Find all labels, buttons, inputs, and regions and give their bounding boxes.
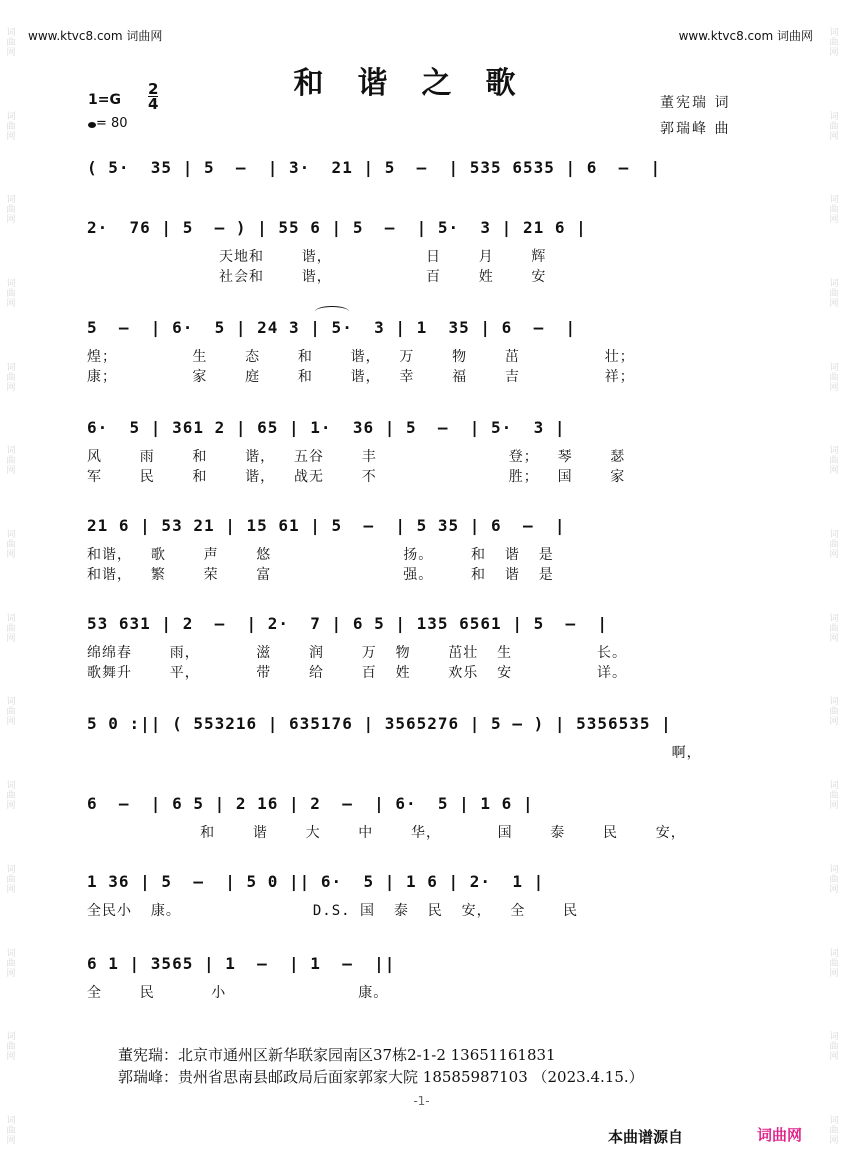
meter-top: 2 xyxy=(148,80,159,98)
lyrics-verse-1: 和谐， 歌 声 悠 扬。 和 谐 是 xyxy=(87,547,554,563)
lyrics-verse-2: 康； 家 庭 和 谐， 幸 福 吉 祥； xyxy=(87,369,635,385)
notation-row: 6 – | 6 5 | 2 16 | 2 – | 6· 5 | 1 6 | xyxy=(87,794,534,813)
lyrics-verse-2: 和谐， 繁 荣 富 强。 和 谐 是 xyxy=(87,567,554,583)
tempo-marking xyxy=(88,116,128,131)
lyrics-verse-1: 全 民 小 康。 xyxy=(87,985,389,1001)
time-signature xyxy=(148,82,158,111)
lyrics-verse-2: 歌舞升 平， 带 给 百 姓 欢乐 安 详。 xyxy=(87,665,628,681)
notation-row: 21 6 | 53 21 | 15 61 | 5 – | 5 35 | 6 – | xyxy=(87,516,566,535)
lyrics-verse-1: 和 谐 大 中 华， 国 泰 民 安， xyxy=(87,825,686,841)
notation-row: 5 – | 6· 5 | 24 3 | 5· 3 | 1 35 | 6 – | xyxy=(87,318,577,337)
staff-line-8 xyxy=(75,794,755,854)
composer-contact: 郭瑞峰：贵州省思南县邮政局后面家郭家大院 18585987103 （2023.4.15.） xyxy=(118,1068,644,1086)
left-watermark-strip: 词曲网 词曲网 词曲网 词曲网 词曲网 词曲网 词曲网 词曲网 词曲网 词曲网 词曲网 词曲网 词曲网 词曲网 xyxy=(4,26,15,1145)
brand-logo[interactable]: 词曲网 xyxy=(757,1126,803,1144)
staff-line-2 xyxy=(75,218,755,285)
tempo-value: = 80 xyxy=(96,116,128,131)
quarter-note-icon xyxy=(88,122,96,128)
notation-row: 5 0 :|| ( 553216 | 635176 | 3565276 | 5 – ) | 5356535 | xyxy=(87,714,672,733)
key-signature: 1=G xyxy=(88,92,121,108)
staff-line-4 xyxy=(75,418,755,485)
notation-row: ( 5· 35 | 5 – | 3· 21 | 5 – | 535 6535 | 6 – | xyxy=(87,158,662,177)
slur-arc xyxy=(315,306,349,317)
notation-row: 1 36 | 5 – | 5 0 || 6· 5 | 1 6 | 2· 1 | xyxy=(87,872,545,891)
right-watermark-strip: 词曲网 词曲网 词曲网 词曲网 词曲网 词曲网 词曲网 词曲网 词曲网 词曲网 词曲网 词曲网 词曲网 词曲网 xyxy=(827,26,838,1145)
lyricist-credit: 董宪瑞 词 xyxy=(660,95,731,111)
notation-row: 2· 76 | 5 – ) | 55 6 | 5 – | 5· 3 | 21 6 | xyxy=(87,218,587,237)
staff-line-10 xyxy=(75,954,755,1014)
page-number: -1- xyxy=(413,1094,430,1108)
staff-line-9 xyxy=(75,872,755,932)
lyrics-verse-1: 天地和 谐， 日 月 辉 xyxy=(87,249,547,265)
notation-row: 53 631 | 2 – | 2· 7 | 6 5 | 135 6561 | 5 – | xyxy=(87,614,609,633)
staff-line-7 xyxy=(75,714,755,774)
song-title: 和谐之歌 xyxy=(293,66,550,101)
meter-bottom: 4 xyxy=(148,95,159,113)
lyrics-verse-1: 绵绵春 雨， 滋 润 万 物 茁壮 生 长。 xyxy=(87,645,628,661)
composer-credit: 郭瑞峰 曲 xyxy=(660,121,731,137)
notation-row: 6· 5 | 361 2 | 65 | 1· 36 | 5 – | 5· 3 | xyxy=(87,418,566,437)
staff-line-3 xyxy=(75,318,755,385)
staff-line-1 xyxy=(75,158,755,218)
staff-line-5 xyxy=(75,516,755,583)
source-label: 本曲谱源自 xyxy=(608,1128,684,1146)
lyrics-verse-2: 军 民 和 谐， 战无 不 胜； 国 家 xyxy=(87,469,626,485)
lyricist-contact: 董宪瑞：北京市通州区新华联家园南区37栋2-1-2 13651161831 xyxy=(118,1046,556,1064)
notation-row: 6 1 | 3565 | 1 – | 1 – || xyxy=(87,954,396,973)
lyrics-verse-1: 啊， xyxy=(87,745,702,761)
lyrics-verse-1: 风 雨 和 谐， 五谷 丰 登； 琴 瑟 xyxy=(87,449,626,465)
site-url-right[interactable]: www.ktvc8.com 词曲网 xyxy=(678,29,813,43)
site-url-left[interactable]: www.ktvc8.com 词曲网 xyxy=(28,29,163,43)
lyrics-verse-1: 全民小 康。 D.S. 国 泰 民 安， 全 民 xyxy=(87,903,579,919)
lyrics-verse-2: 社会和 谐， 百 姓 安 xyxy=(87,269,547,285)
lyrics-verse-1: 煌； 生 态 和 谐， 万 物 茁 壮； xyxy=(87,349,635,365)
staff-line-6 xyxy=(75,614,755,681)
